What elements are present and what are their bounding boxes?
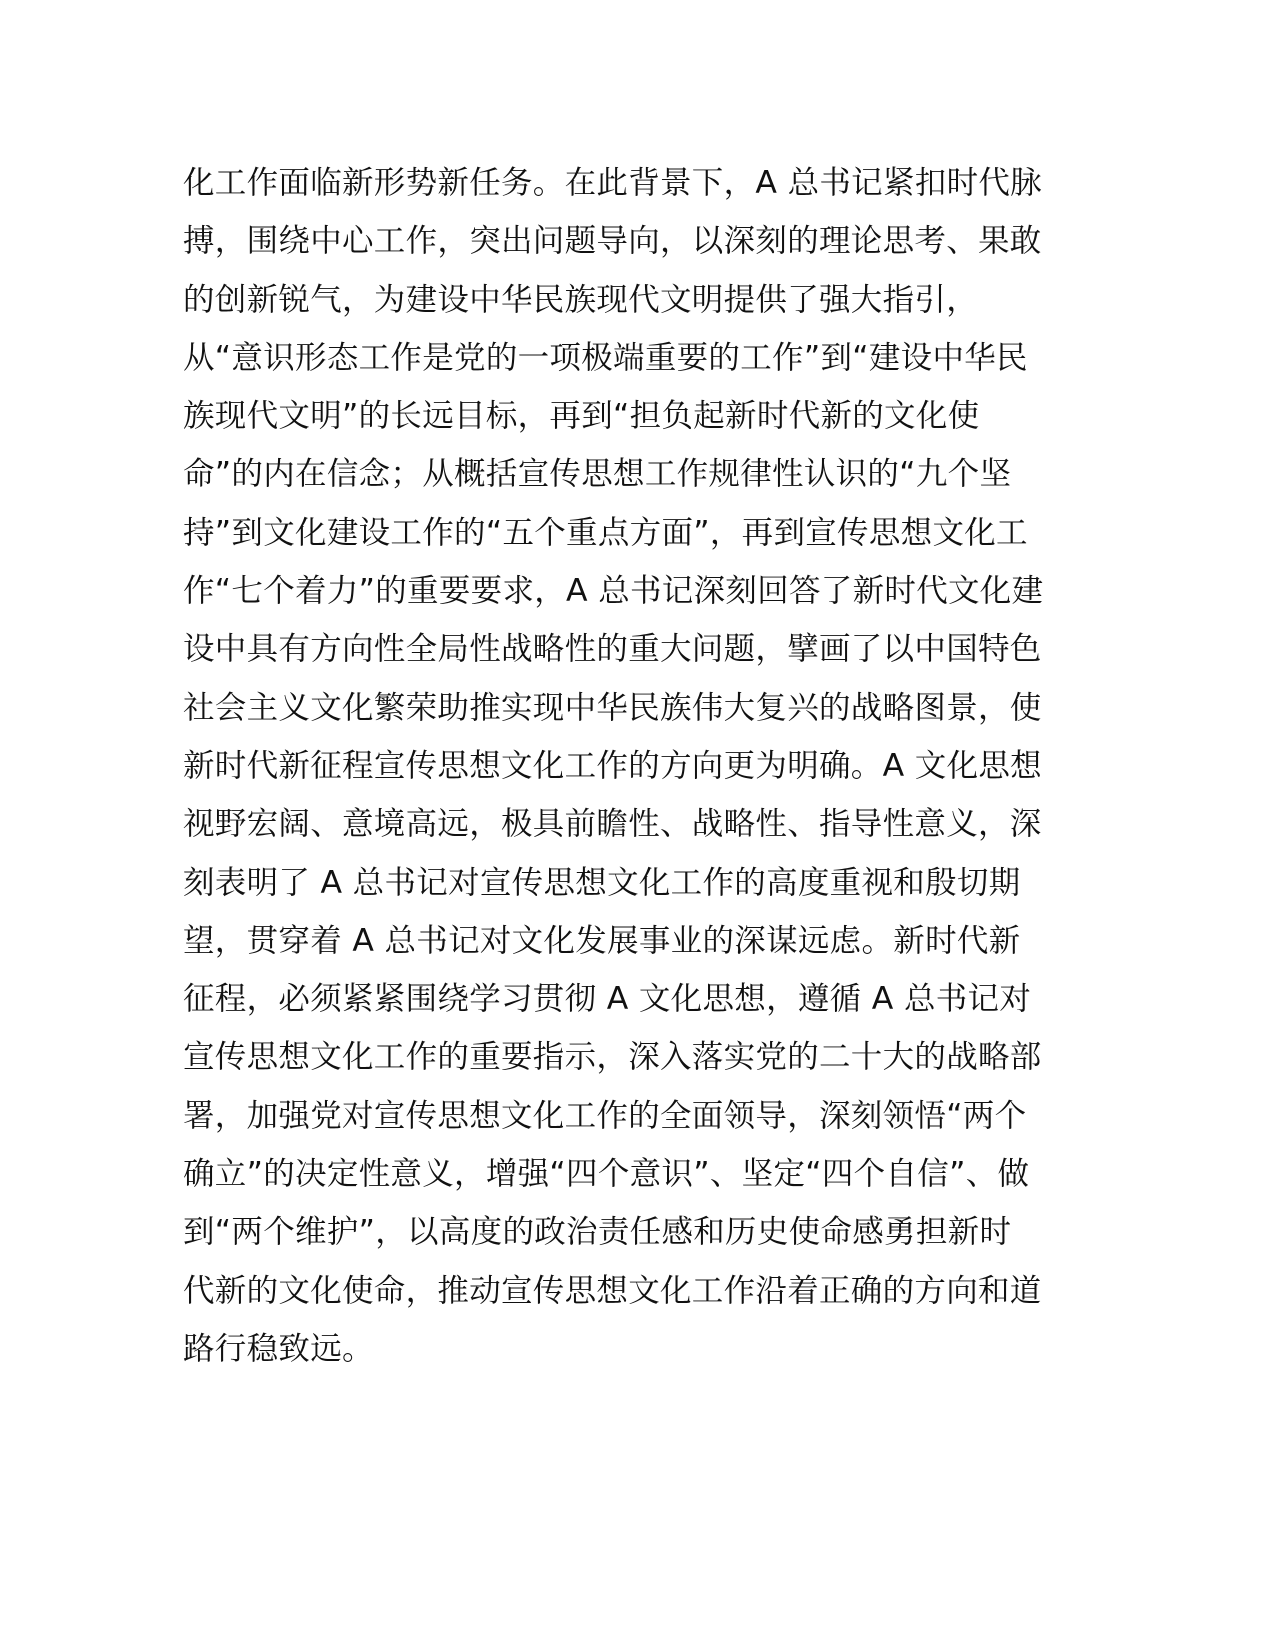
text-line: 视野宏阔、意境高远，极具前瞻性、战略性、指导性意义，深 [183,806,1042,843]
text-line: 命”的内在信念；从概括宣传思想工作规律性认识的“九个坚 [183,456,1012,493]
text-line: 的创新锐气，为建设中华民族现代文明提供了强大指引， [183,281,979,318]
text-line: 望，贯穿着 A 总书记对文化发展事业的深谋远虑。新时代新 [183,922,1021,959]
text-line: 新时代新征程宣传思想文化工作的方向更为明确。A 文化思想 [183,747,1042,784]
text-line: 持”到文化建设工作的“五个重点方面”，再到宣传思想文化工 [183,514,1028,551]
text-line: 到“两个维护”，以高度的政治责任感和历史使命感勇担新时 [183,1214,1012,1251]
text-line: 社会主义文化繁荣助推实现中华民族伟大复兴的战略图景，使 [183,689,1042,726]
text-line: 设中具有方向性全局性战略性的重大问题，擘画了以中国特色 [183,631,1042,668]
text-line: 征程，必须紧紧围绕学习贯彻 A 文化思想，遵循 A 总书记对 [183,981,1032,1018]
text-line: 作“七个着力”的重要要求，A 总书记深刻回答了新时代文化建 [183,573,1044,610]
text-line: 宣传思想文化工作的重要指示，深入落实党的二十大的战略部 [183,1039,1042,1076]
text-line: 代新的文化使命，推动宣传思想文化工作沿着正确的方向和道 [183,1272,1042,1309]
text-line: 搏，围绕中心工作，突出问题导向，以深刻的理论思考、果敢 [183,223,1042,260]
text-line: 署，加强党对宣传思想文化工作的全面领导，深刻领悟“两个 [183,1097,1027,1134]
text-line: 路行稳致远。 [183,1330,374,1367]
text-line: 化工作面临新形势新任务。在此背景下，A 总书记紧扣时代脉 [183,165,1042,201]
text-line: 族现代文明”的长远目标，再到“担负起新时代新的文化使 [183,398,980,435]
text-line: 刻表明了 A 总书记对宣传思想文化工作的高度重视和殷切期 [183,864,1021,901]
text-line: 确立”的决定性意义，增强“四个意识”、坚定“四个自信”、做 [183,1156,1030,1193]
body-paragraph [183,154,1083,1378]
text-line: 从“意识形态工作是党的一项极端重要的工作”到“建设中华民 [183,339,1028,376]
